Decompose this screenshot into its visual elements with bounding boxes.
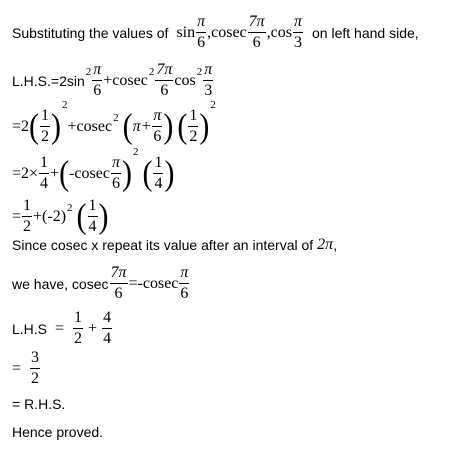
plus-cosec: +cosec (67, 117, 113, 135)
equals-two-times: =2× (12, 164, 39, 182)
frac-den: 2 (23, 218, 32, 235)
line-rhs (12, 396, 65, 412)
line-step-1 (12, 98, 216, 145)
fraction-pi-6 (111, 155, 121, 192)
left-paren: ( (76, 196, 87, 235)
line-result (12, 350, 41, 387)
frac-num: 1 (41, 107, 50, 124)
two-pi: 2π (317, 236, 334, 253)
exponent: 2 (67, 201, 73, 214)
line-we-have (12, 265, 190, 302)
equals-two: =2 (12, 117, 30, 135)
line-step-3 (12, 198, 109, 235)
frac-num: 1 (154, 154, 163, 171)
frac-den: 6 (93, 82, 102, 99)
frac-num: π (197, 13, 206, 30)
fraction-pi-6 (152, 108, 162, 145)
frac-den: 3 (204, 82, 213, 99)
left-paren: ( (177, 106, 188, 145)
right-paren: ) (164, 153, 175, 192)
frac-num: π (153, 107, 162, 124)
frac-num: 1 (23, 197, 32, 214)
plus-sign: + (88, 319, 98, 337)
exponent: 2 (62, 98, 68, 111)
exponent: 2 (148, 65, 155, 78)
frac-num: 7π (248, 13, 265, 30)
exponent: 2 (85, 65, 92, 78)
frac-num: π (111, 154, 120, 171)
comma: , (266, 23, 271, 41)
exponent: 2 (113, 111, 119, 124)
frac-den: 6 (153, 128, 162, 145)
frac-den: 6 (252, 34, 261, 51)
sin-label: sin (176, 23, 196, 41)
cos-label: cos (174, 71, 196, 89)
equals-neg-cosec: =-cosec (128, 274, 179, 292)
fraction-1-2 (73, 310, 83, 347)
line-periodicity (12, 236, 337, 254)
cosec-label: cosec (211, 23, 247, 41)
comma: , (333, 237, 338, 253)
rhs-text: = R.H.S. (12, 396, 66, 412)
fraction-1-2 (22, 198, 32, 235)
frac-num: 1 (189, 107, 198, 124)
comma: , (207, 23, 212, 41)
right-paren: ) (199, 106, 210, 145)
fraction-7pi-6 (110, 265, 128, 302)
right-paren: ) (98, 196, 109, 235)
cos-label: cos (270, 23, 292, 41)
substitution-text: Substituting the values of (12, 24, 169, 41)
plus-sign: + (50, 164, 60, 182)
lhs-label: L.H.S.=2sin (12, 72, 85, 89)
right-paren: ) (51, 106, 62, 145)
fraction-3-2 (30, 350, 40, 387)
exponent: 2 (210, 98, 216, 111)
plus-cosec: +cosec (103, 71, 148, 89)
frac-den: 2 (189, 128, 198, 145)
frac-den: 4 (154, 175, 163, 192)
left-paren: ( (142, 153, 153, 192)
frac-den: 4 (88, 218, 97, 235)
left-paren: ( (122, 106, 133, 145)
equals-sign: = (12, 207, 22, 225)
exponent: 2 (196, 65, 203, 78)
line-substitution (12, 14, 419, 51)
fraction-pi-3 (203, 62, 213, 99)
left-paren: ( (59, 153, 70, 192)
right-paren: ) (121, 153, 132, 192)
left-paren: ( (29, 106, 40, 145)
periodicity-text: Since cosec x repeat its value after an interval of (12, 237, 314, 253)
equals-sign: = (12, 359, 22, 377)
frac-num: π (180, 264, 189, 281)
line-hence-proved (12, 424, 103, 440)
fraction-4-4 (102, 310, 112, 347)
frac-num: π (204, 61, 213, 78)
neg-cosec: -cosec (69, 164, 110, 182)
frac-den: 4 (40, 175, 49, 192)
frac-den: 6 (111, 175, 120, 192)
frac-den: 6 (114, 285, 123, 302)
frac-den: 6 (160, 82, 169, 99)
lhs-label: L.H.S (12, 320, 48, 337)
frac-num: 4 (103, 309, 112, 326)
frac-den: 3 (294, 34, 302, 51)
fraction-pi-3 (293, 14, 303, 51)
frac-den: 6 (197, 34, 206, 51)
fraction-pi-6 (196, 14, 206, 51)
frac-num: π (294, 13, 303, 30)
frac-den: 2 (31, 370, 40, 387)
frac-num: π (93, 61, 102, 78)
line-lhs-sum (12, 310, 113, 347)
we-have-text: we have, cosec (12, 275, 109, 292)
frac-den: 2 (74, 330, 83, 347)
frac-num: 7π (110, 264, 127, 281)
right-paren: ) (163, 106, 174, 145)
exponent: 2 (132, 145, 139, 158)
frac-den: 2 (41, 128, 50, 145)
frac-den: 4 (103, 330, 112, 347)
fraction-1-2 (188, 108, 198, 145)
fraction-pi-6 (179, 265, 189, 302)
fraction-1-4 (39, 155, 49, 192)
pi-plus: π+ (132, 117, 152, 135)
line-step-2 (12, 145, 175, 192)
frac-num: 1 (88, 197, 97, 214)
substitution-outro: on left hand side, (312, 24, 419, 41)
fraction-7pi-6 (155, 62, 173, 99)
equals-sign: = (55, 319, 65, 337)
frac-den: 6 (180, 285, 189, 302)
hence-proved-text: Hence proved. (12, 424, 104, 440)
fraction-7pi-6 (248, 14, 266, 51)
fraction-1-4 (153, 155, 163, 192)
line-lhs-expression (12, 62, 214, 99)
fraction-pi-6 (92, 62, 102, 99)
plus-neg-two: +(-2) (33, 207, 67, 225)
fraction-1-2 (40, 108, 50, 145)
frac-num: 1 (40, 154, 49, 171)
frac-num: 1 (74, 309, 83, 326)
frac-num: 3 (31, 349, 40, 366)
fraction-1-4 (88, 198, 98, 235)
frac-num: 7π (156, 61, 173, 78)
